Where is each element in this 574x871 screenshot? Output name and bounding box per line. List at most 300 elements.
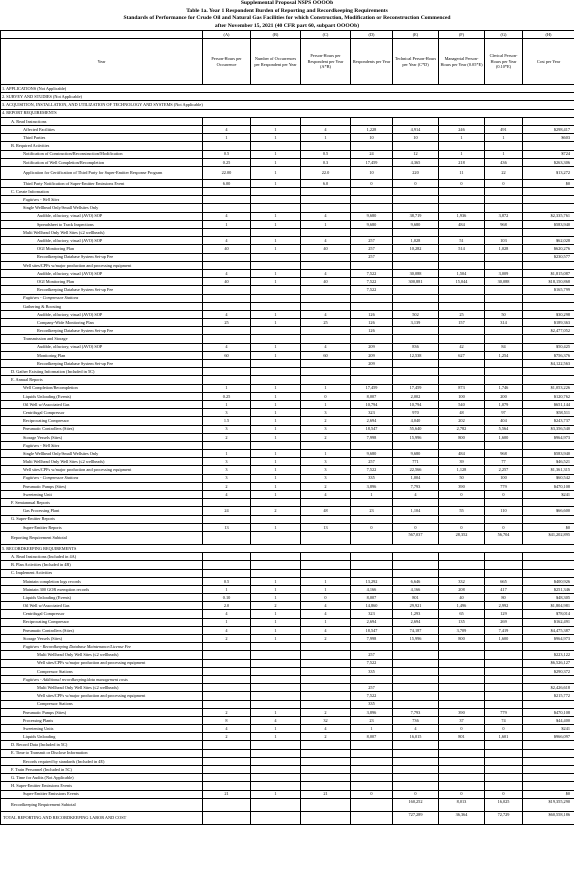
cell-b: 1	[251, 237, 301, 245]
table-row	[1, 441, 574, 449]
cell-d: 8,007	[351, 392, 393, 400]
table-row	[1, 125, 574, 133]
cell-a: 0.5	[203, 577, 251, 585]
cell-g: 665	[485, 577, 523, 585]
cell-d: 9,680	[351, 220, 393, 228]
table-row	[1, 594, 574, 602]
cell-h	[523, 553, 574, 561]
cell-f: 390	[439, 708, 485, 716]
cell-h: $162,491	[523, 618, 574, 626]
cell-g: 1	[485, 134, 523, 142]
cell-e	[393, 229, 439, 237]
cell-h: $1,361,315	[523, 466, 574, 474]
column-header-clerical-hours: Clerical Person-Hours per Year (0.10*E)	[485, 39, 523, 85]
cell-d: 7,522	[351, 659, 393, 667]
cell-d: 8,007	[351, 733, 393, 741]
cell-f	[439, 327, 485, 335]
cell-c	[301, 515, 351, 523]
cell-c: 4	[301, 125, 351, 133]
cell-f: 50	[439, 474, 485, 482]
cell-g: 0	[485, 491, 523, 499]
cell-g: 30,088	[485, 278, 523, 286]
cell-f	[439, 651, 485, 659]
row-label: C. Create Information	[1, 188, 203, 196]
cell-f: 100	[439, 392, 485, 400]
cell-c: 4	[301, 725, 351, 733]
cell-a	[203, 294, 251, 302]
cell-e	[393, 253, 439, 261]
table-row	[1, 602, 574, 610]
table-row	[1, 368, 574, 376]
column-header-cost: Cost per Year	[523, 39, 574, 85]
cell-d: 9,680	[351, 450, 393, 458]
cell-a	[203, 286, 251, 294]
cell-b	[251, 360, 301, 368]
cell-c	[301, 667, 351, 675]
cell-a	[203, 188, 251, 196]
cell-a	[203, 798, 251, 811]
cell-h: $223,122	[523, 651, 574, 659]
cell-d: 335	[351, 667, 393, 675]
cell-h	[523, 302, 574, 310]
cell-b	[251, 553, 301, 561]
cell-h	[523, 261, 574, 269]
cell-f: 218	[439, 158, 485, 166]
cell-a	[203, 684, 251, 692]
row-label: A. Read Instructions	[1, 117, 203, 125]
cell-a	[203, 643, 251, 651]
row-label: Well sites/CPFs w/major production and processing equipment	[1, 466, 203, 474]
cell-c: 2	[301, 708, 351, 716]
cell-g: 50	[485, 310, 523, 318]
cell-c	[301, 441, 351, 449]
cell-c	[301, 196, 351, 204]
row-label: Pneumatic Controllers (Sites)	[1, 626, 203, 634]
cell-d: 257	[351, 651, 393, 659]
cell-h: $44,400	[523, 716, 574, 724]
cell-d	[351, 188, 393, 196]
cell-c: 32	[301, 716, 351, 724]
cell-d: 7,522	[351, 269, 393, 277]
cell-g: 97	[485, 409, 523, 417]
cell-f	[439, 561, 485, 569]
row-label: Monitoring Plan	[1, 351, 203, 359]
cell-e	[393, 302, 439, 310]
cell-e: 16,015	[393, 733, 439, 741]
row-label: Audible, olfactory, visual (AVO) SOP	[1, 343, 203, 351]
cell-e	[393, 376, 439, 384]
cell-c	[301, 798, 351, 811]
cell-h	[523, 229, 574, 237]
cell-c: 4	[301, 626, 351, 634]
cell-h: $251,346	[523, 585, 574, 593]
column-letter: (F)	[439, 31, 485, 39]
cell-h: $1,815,087	[523, 269, 574, 277]
cell-b: 1	[251, 409, 301, 417]
table-row	[1, 196, 574, 204]
cell-f: 42	[439, 343, 485, 351]
cell-b	[251, 515, 301, 523]
cell-c	[301, 499, 351, 507]
cell-e: 9,680	[393, 450, 439, 458]
row-label: Well Completion/Recompletion	[1, 384, 203, 392]
cell-d: 209	[351, 351, 393, 359]
cell-a	[203, 667, 251, 675]
cell-a	[203, 441, 251, 449]
cell-f	[439, 643, 485, 651]
cell-f: 65	[439, 610, 485, 618]
cell-f: 800	[439, 433, 485, 441]
cell-b	[251, 188, 301, 196]
cell-d: 0	[351, 179, 393, 187]
row-label: Company-Wide Monitoring Plan	[1, 319, 203, 327]
cell-a	[203, 360, 251, 368]
cell-g: 1,028	[485, 245, 523, 253]
row-label: Compressor Stations	[1, 700, 203, 708]
cell-e: 1,004	[393, 474, 439, 482]
cell-g	[485, 117, 523, 125]
cell-c	[301, 700, 351, 708]
row-label: Reporting Requirement Subtotal	[1, 531, 203, 544]
row-label: Recordkeeping Database System Set-up Fee	[1, 360, 203, 368]
cell-a	[203, 515, 251, 523]
cell-d: 23	[351, 716, 393, 724]
table-row	[1, 261, 574, 269]
cell-f	[439, 553, 485, 561]
cell-g: 72,729	[485, 811, 523, 824]
cell-h: $966,097	[523, 733, 574, 741]
cell-a: 8	[203, 716, 251, 724]
row-label: Super-Emitter Emissions Events	[1, 790, 203, 798]
cell-h	[523, 499, 574, 507]
table-row	[1, 790, 574, 798]
cell-e	[393, 188, 439, 196]
section-row	[1, 101, 574, 109]
cell-e: 4,914	[393, 125, 439, 133]
cell-d: 13,292	[351, 577, 393, 585]
cell-e: 4,365	[393, 158, 439, 166]
cell-g	[485, 142, 523, 150]
cell-c: 0.3	[301, 158, 351, 166]
cell-h: $19,355,290	[523, 798, 574, 811]
cell-g: 1,600	[485, 635, 523, 643]
cell-e	[393, 204, 439, 212]
table-row	[1, 158, 574, 166]
cell-a	[203, 774, 251, 782]
cell-f: 40	[439, 594, 485, 602]
cell-b: 1	[251, 708, 301, 716]
cell-c	[301, 531, 351, 544]
cell-e: 0	[393, 790, 439, 798]
table-body	[1, 85, 574, 825]
cell-b	[251, 302, 301, 310]
cell-a: 3	[203, 466, 251, 474]
table-subtitle-cfr: after November 15, 2021 (40 CFR part 60, subpart OOOOb)	[214, 22, 360, 29]
table-row	[1, 725, 574, 733]
cell-c: 1	[301, 585, 351, 593]
cell-g	[485, 515, 523, 523]
cell-e	[393, 675, 439, 683]
cell-d: 209	[351, 360, 393, 368]
cell-e	[393, 294, 439, 302]
table-row	[1, 450, 574, 458]
cell-h	[523, 515, 574, 523]
table-row	[1, 635, 574, 643]
cell-g	[485, 229, 523, 237]
cell-e: 836	[393, 343, 439, 351]
cell-d	[351, 561, 393, 569]
cell-c	[301, 675, 351, 683]
cell-d: 323	[351, 409, 393, 417]
table-row	[1, 425, 574, 433]
cell-c: 0	[301, 594, 351, 602]
cell-c: 3	[301, 425, 351, 433]
row-label: G. Time for Audits (Not Applicable)	[1, 774, 203, 782]
row-label: Compressor Stations	[1, 667, 203, 675]
cell-b	[251, 368, 301, 376]
cell-c: 6.0	[301, 179, 351, 187]
cell-g	[485, 204, 523, 212]
table-row	[1, 757, 574, 765]
cell-a	[203, 261, 251, 269]
cell-e	[393, 700, 439, 708]
cell-f: 1,936	[439, 212, 485, 220]
row-label: Fugitives - Well Sites	[1, 196, 203, 204]
cell-d	[351, 294, 393, 302]
cell-d: 257	[351, 684, 393, 692]
cell-d	[351, 441, 393, 449]
row-label: Centrifugal Compressor	[1, 610, 203, 618]
column-letter-blank	[1, 31, 203, 39]
cell-f	[439, 774, 485, 782]
cell-e: 12	[393, 150, 439, 158]
cell-b	[251, 798, 301, 811]
cell-d: 2,694	[351, 618, 393, 626]
cell-b: 1	[251, 125, 301, 133]
cell-c: 4	[301, 212, 351, 220]
cell-e	[393, 360, 439, 368]
cell-d: 126	[351, 310, 393, 318]
table-row	[1, 179, 574, 187]
cell-d: 10	[351, 134, 393, 142]
cell-h: $189,363	[523, 319, 574, 327]
cell-g: 74	[485, 716, 523, 724]
cell-b	[251, 782, 301, 790]
cell-f: 28,352	[439, 531, 485, 544]
row-label: Audible, olfactory, visual (AVO) SOP	[1, 310, 203, 318]
row-label: F. Train Personnel (Included in 5C)	[1, 766, 203, 774]
cell-b	[251, 749, 301, 757]
cell-b	[251, 204, 301, 212]
cell-h: $0	[523, 179, 574, 187]
cell-e: 0	[393, 179, 439, 187]
cell-a	[203, 561, 251, 569]
cell-d	[351, 643, 393, 651]
section-label: 5. RECORDKEEPING REQUIREMENTS	[1, 544, 574, 552]
cell-d	[351, 741, 393, 749]
cell-b	[251, 441, 301, 449]
cell-a: 0.25	[203, 392, 251, 400]
row-label: Liquids Unloading	[1, 733, 203, 741]
row-label: Third Party Notification of Super-Emitter Emissions Event	[1, 179, 203, 187]
cell-a: 2	[203, 635, 251, 643]
cell-e	[393, 499, 439, 507]
cell-b: 1	[251, 425, 301, 433]
cell-h: $66,600	[523, 507, 574, 515]
cell-d	[351, 774, 393, 782]
table-row	[1, 692, 574, 700]
row-label: D. Record Data (Included in 5C)	[1, 741, 203, 749]
table-row	[1, 269, 574, 277]
cell-g	[485, 651, 523, 659]
cell-e	[393, 659, 439, 667]
row-label: Liquids Unloading (Events)	[1, 392, 203, 400]
cell-e	[393, 667, 439, 675]
cell-e: 74,187	[393, 626, 439, 634]
cell-e	[393, 766, 439, 774]
cell-d: 126	[351, 319, 393, 327]
cell-a: 0.25	[203, 158, 251, 166]
cell-e	[393, 142, 439, 150]
cell-f: 627	[439, 351, 485, 359]
cell-a: 3	[203, 425, 251, 433]
cell-b: 1	[251, 269, 301, 277]
cell-a	[203, 553, 251, 561]
cell-h: $243,737	[523, 417, 574, 425]
cell-d	[351, 142, 393, 150]
table-row	[1, 643, 574, 651]
table-row	[1, 766, 574, 774]
row-label: Storage Vessels (Sites)	[1, 635, 203, 643]
cell-c: 1	[301, 618, 351, 626]
cell-d: 1	[351, 491, 393, 499]
column-letter: (E)	[393, 31, 439, 39]
cell-b	[251, 253, 301, 261]
table-row	[1, 351, 574, 359]
cell-a	[203, 499, 251, 507]
cell-b: 1	[251, 158, 301, 166]
cell-b	[251, 774, 301, 782]
cell-b	[251, 667, 301, 675]
cell-h	[523, 569, 574, 577]
cell-a: 4	[203, 343, 251, 351]
row-label: OGI Monitoring Plan	[1, 278, 203, 286]
subtotal-row	[1, 798, 574, 811]
cell-h: $583,940	[523, 450, 574, 458]
cell-b: 1	[251, 179, 301, 187]
cell-d: 7,522	[351, 692, 393, 700]
cell-d	[351, 569, 393, 577]
cell-d: 10	[351, 166, 393, 179]
table-row	[1, 774, 574, 782]
cell-d	[351, 749, 393, 757]
section-label: 3. ACQUISITION, INSTALLATION, AND UTILIZATION OF TECHNOLOGY AND SYSTEMS (Not Applicable)	[1, 101, 574, 109]
cell-e	[393, 335, 439, 343]
cell-a	[203, 659, 251, 667]
cell-c	[301, 188, 351, 196]
cell-d: 323	[351, 610, 393, 618]
cell-h	[523, 749, 574, 757]
cell-c	[301, 782, 351, 790]
cell-a: 4	[203, 125, 251, 133]
cell-c	[301, 569, 351, 577]
cell-a	[203, 302, 251, 310]
cell-h: $18,150,868	[523, 278, 574, 286]
cell-h: $603	[523, 134, 574, 142]
cell-a	[203, 196, 251, 204]
cell-g	[485, 766, 523, 774]
cell-b: 1	[251, 384, 301, 392]
cell-h: $0	[523, 790, 574, 798]
cell-h: $48,305	[523, 594, 574, 602]
cell-g	[485, 774, 523, 782]
cell-e: 10	[393, 134, 439, 142]
column-letter: (D)	[351, 31, 393, 39]
cell-c	[301, 684, 351, 692]
cell-g	[485, 659, 523, 667]
cell-g	[485, 253, 523, 261]
cell-d	[351, 204, 393, 212]
cell-g	[485, 692, 523, 700]
cell-g	[485, 294, 523, 302]
cell-f: 0	[439, 491, 485, 499]
cell-d: 126	[351, 327, 393, 335]
cell-e	[393, 441, 439, 449]
row-label: TOTAL REPORTING AND RECORDKEEPING LABOR AND COST	[1, 811, 203, 824]
cell-a: 4	[203, 610, 251, 618]
cell-h	[523, 204, 574, 212]
cell-g: 404	[485, 417, 523, 425]
cell-c: 0.5	[301, 150, 351, 158]
cell-d: 17,459	[351, 384, 393, 392]
cell-c	[301, 253, 351, 261]
cell-c	[301, 741, 351, 749]
cell-a: 3	[203, 458, 251, 466]
row-label: Processing Plants	[1, 716, 203, 724]
cell-f: 1,504	[439, 269, 485, 277]
cell-c: 1	[301, 400, 351, 408]
cell-h	[523, 117, 574, 125]
cell-h: $30,298	[523, 310, 574, 318]
cell-a	[203, 376, 251, 384]
cell-a	[203, 782, 251, 790]
cell-b	[251, 327, 301, 335]
cell-g: 5,564	[485, 425, 523, 433]
cell-g: 2,992	[485, 602, 523, 610]
cell-h	[523, 774, 574, 782]
cell-e: 771	[393, 458, 439, 466]
column-letter-row	[1, 31, 574, 39]
cell-d: 24	[351, 150, 393, 158]
table-row	[1, 319, 574, 327]
cell-a: 40	[203, 278, 251, 286]
cell-c	[301, 692, 351, 700]
cell-e: 0	[393, 523, 439, 531]
cell-e	[393, 749, 439, 757]
cell-d: 7,522	[351, 286, 393, 294]
cell-b	[251, 659, 301, 667]
cell-c: 2	[301, 733, 351, 741]
cell-c: 1	[301, 134, 351, 142]
row-label: Fugitives - Compressor Stations	[1, 474, 203, 482]
cell-f: 484	[439, 450, 485, 458]
cell-g: 3,009	[485, 269, 523, 277]
cell-c	[301, 757, 351, 765]
cell-a: 60	[203, 351, 251, 359]
row-label: Recordkeeping Database System Set-up Fee	[1, 327, 203, 335]
table-row	[1, 134, 574, 142]
cell-h: $241	[523, 491, 574, 499]
